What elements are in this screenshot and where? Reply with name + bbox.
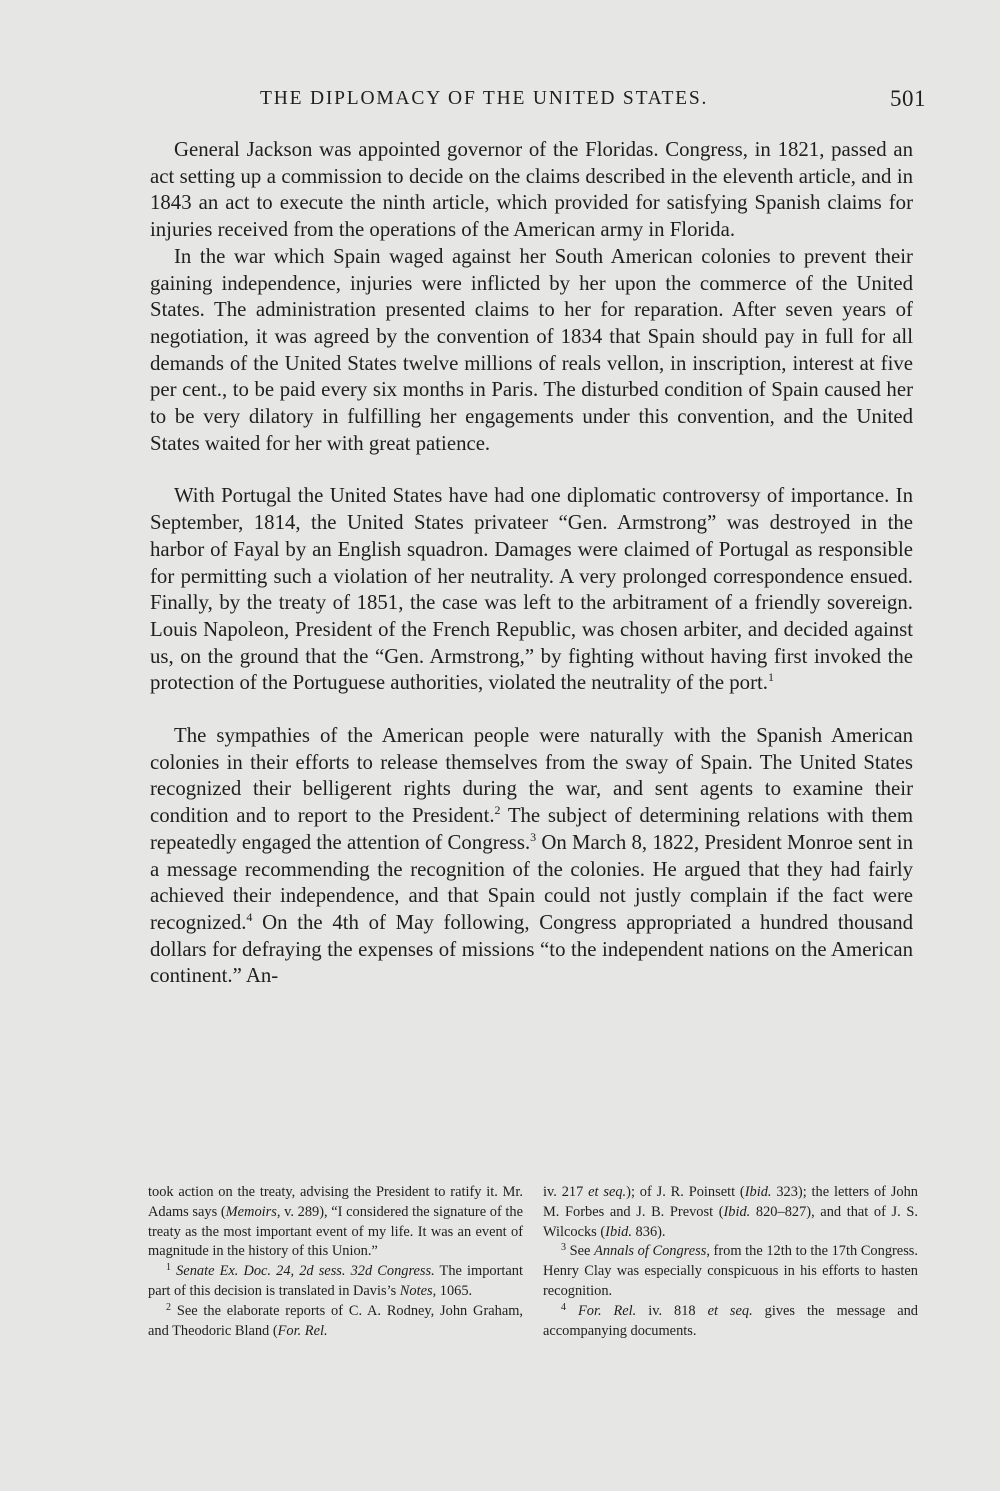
footnotes-left-column <box>148 1183 523 1341</box>
footnote-ref-1: 1 <box>767 670 774 685</box>
footnote-italic: et seq. <box>707 1302 753 1319</box>
footnote-italic: Ibid. <box>744 1184 772 1200</box>
running-title: THE DIPLOMACY OF THE UNITED STATES. <box>260 88 709 109</box>
footnote-text: took action on the treaty, advising the President to ratify it. Mr. Adams says ( <box>148 1184 523 1220</box>
footnote-text: See the elaborate reports of C. A. Rodney, John Graham, and Theodoric Bland ( <box>148 1302 523 1339</box>
paragraph-spain-reparation: In the war which Spain waged against her South American colonies to prevent their gaining independence, injuries were inflicted by her upon the commerce of the United States. The administration presented claims to her for reparation. After seven years of negotiation, it was agreed by the convention of 1834 that Spain should pay in full for all demands of the United States twelve millions of reals vellon, in inscription, interest at five per cent., to be paid every six months in Paris. The disturbed condition of Spain caused her to be very dilatory in fulfilling her engagements under this convention, and the United States waited for her with great patience. <box>150 244 913 455</box>
footnote-italic: Notes <box>399 1282 433 1299</box>
footnote-italic: Ibid. <box>723 1203 751 1220</box>
footnote-text: The important part of this decision is translated in Davis’s <box>148 1263 523 1299</box>
footnote-1 <box>148 1262 523 1302</box>
footnote-italic: Annals of Congress <box>594 1243 707 1260</box>
footnote-italic: Ibid. <box>605 1223 632 1240</box>
paragraph-portugal-text: With Portugal the United States have had one diplomatic controversy of importance. In September, 1814, the United States privateer “Gen. Armstrong” was destroyed in the harbor of Fayal by an English squadron. Damages were claimed of Portugal as responsible for permitting such a violation of her neutrality. A very prolonged correspondence ensued. Finally, by the treaty of 1851, the case was left to the arbitrament of a friendly sovereign. Louis Napoleon, President of the French Republic, was chosen arbiter, and decided against us, on the ground that the “Gen. Armstrong,” by fighting without having first invoked the protection of the Portuguese authorities, violated the neutrality of the port. <box>150 484 913 695</box>
footnote-2-continuation <box>543 1183 918 1242</box>
footnote-italic: et seq. <box>588 1184 627 1200</box>
footnote-text: ); of J. R. Poinsett ( <box>626 1184 745 1200</box>
footnote-continuation <box>148 1183 523 1262</box>
paragraph-spanish-american-colonies <box>150 723 913 990</box>
footnote-italic: For. Rel. <box>577 1302 637 1319</box>
footnote-text: gives the message and accompanying documents. <box>543 1302 918 1339</box>
footnote-marker: 3 <box>561 1242 566 1254</box>
footnote-2 <box>148 1302 523 1342</box>
footnote-text: , 1065. <box>432 1282 473 1299</box>
footnote-text: 836). <box>631 1223 666 1240</box>
footnote-italic: Senate Ex. Doc. 24, 2d sess. 32d Congress. <box>176 1263 435 1280</box>
paragraph-colonies-text-d: On the 4th of May following, Congress appropriated a hundred thousand dollars for defraying the expenses of missions “to the independent nations on the American continent.” An- <box>150 910 913 988</box>
page-header <box>150 86 930 118</box>
page-number: 501 <box>890 86 926 111</box>
footnote-marker: 4 <box>561 1301 566 1313</box>
footnote-italic: For. Rel. <box>277 1322 328 1339</box>
footnote-text: 323); the letters of John M. Forbes and J. B. Prevost ( <box>543 1184 919 1220</box>
footnote-4 <box>543 1302 918 1342</box>
paragraph-colonies-text-a: The sympathies of the American people were naturally with the Spanish American colonies in their efforts to release themselves from the sway of Spain. The United States recognized their belligerent rights during the war, and sent agents to examine their condition and to report to the President. <box>150 724 913 828</box>
footnotes-right-column <box>543 1183 918 1341</box>
footnote-italic: Memoirs <box>225 1203 277 1220</box>
paragraph-colonies-text-c: On March 8, 1822, President Monroe sent in a message recommending the recognition of the colonies. He argued that they had fairly achieved their independence, and that Spain could not justly complain if the fact were recognized. <box>150 830 913 934</box>
footnote-3 <box>543 1242 918 1301</box>
paragraph-florida-claims: General Jackson was appointed governor of the Floridas. Congress, in 1821, passed an act setting up a commission to decide on the claims described in the eleventh article, and in 1843 an act to execute the ninth article, which provided for satisfying Spanish claims for injuries received from the operations of the American army in Florida. <box>150 138 913 242</box>
footnote-text: See <box>569 1243 595 1260</box>
footnote-text: , v. 289), “I considered the signature of the treaty as the most important event of my life. It was an event of magnitude in the history of this Union.” <box>148 1203 523 1260</box>
paragraph-portugal <box>150 483 913 697</box>
footnote-text: , from the 12th to the 17th Congress. Henry Clay was especially conspicuous in his efforts to hasten recognition. <box>543 1243 918 1299</box>
paragraph-colonies-text-b: The subject of determining relations with them repeatedly engaged the attention of Congress. <box>150 804 913 854</box>
footnote-ref-4: 4 <box>246 909 253 924</box>
footnotes <box>148 1183 918 1341</box>
footnote-ref-3: 3 <box>530 829 537 844</box>
footnote-text: 820–827), and that of J. S. Wilcocks ( <box>543 1203 918 1240</box>
body-text <box>150 137 913 990</box>
footnote-text: iv. 217 <box>543 1184 589 1200</box>
footnote-marker: 1 <box>166 1262 171 1274</box>
footnote-text: iv. 818 <box>636 1302 708 1319</box>
footnote-ref-2: 2 <box>494 803 501 818</box>
footnote-marker: 2 <box>166 1301 171 1313</box>
